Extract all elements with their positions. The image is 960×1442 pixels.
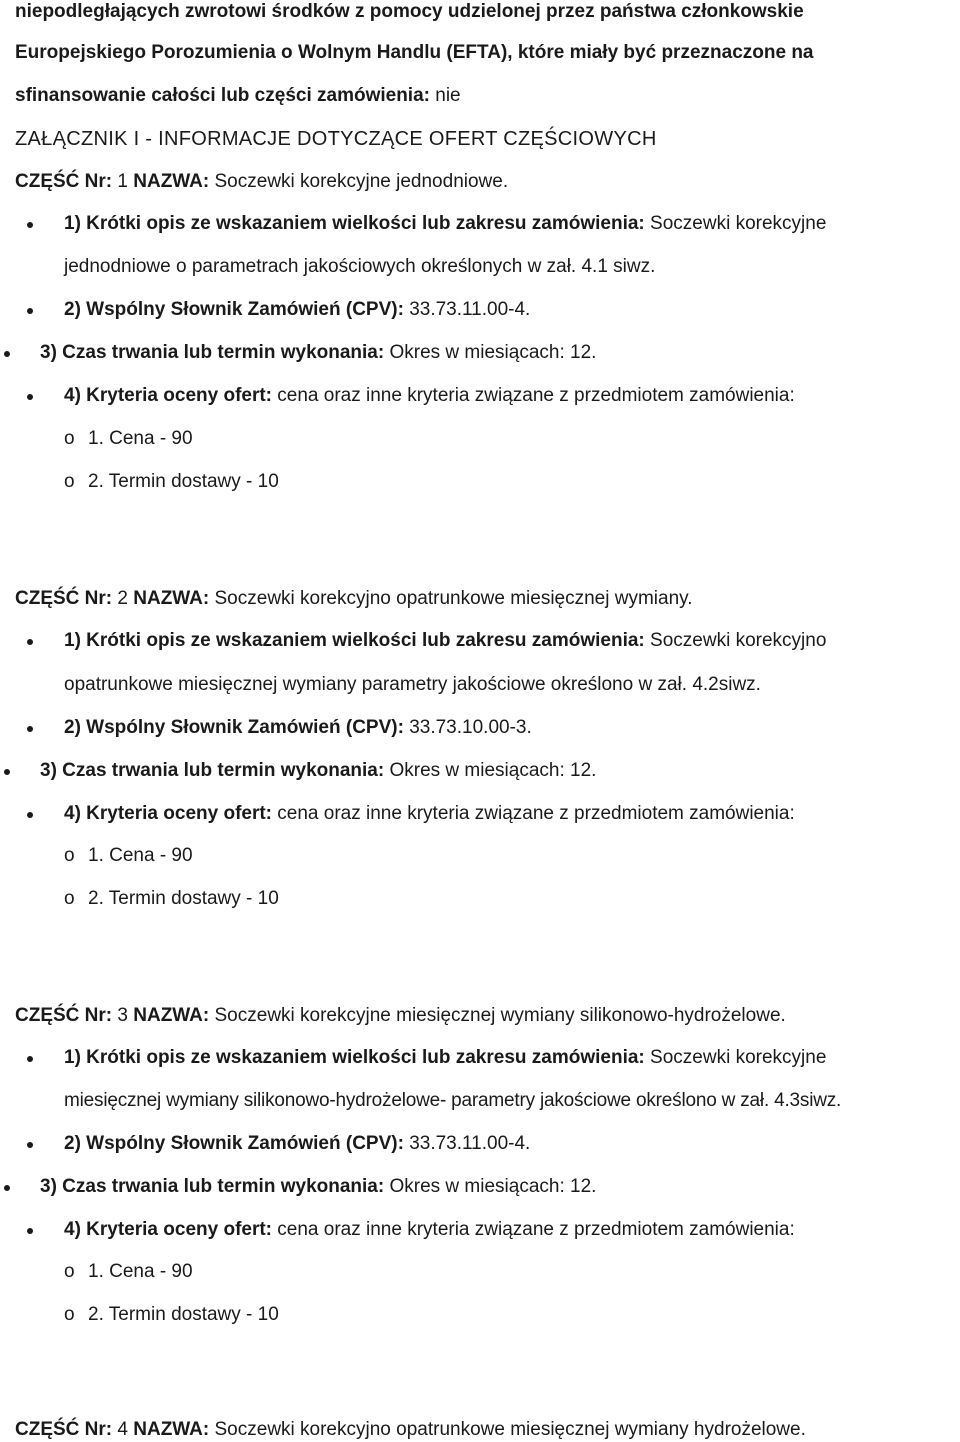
part-1-item-1-cont: jednodniowe o parametrach jakościowych określonych w zał. 4.1 siwz. xyxy=(64,256,656,277)
circle-bullet-icon: o xyxy=(64,1261,75,1282)
part-2-item-1-label: 1) Krótki opis ze wskazaniem wielkości lub zakresu zamówienia: xyxy=(64,630,645,651)
part-1-number: 1 xyxy=(112,171,134,192)
intro-line-2 xyxy=(15,41,814,65)
bullet-icon xyxy=(27,639,33,645)
part-1-item-3-label: 3) Czas trwania lub termin wykonania: xyxy=(40,342,385,363)
circle-bullet-icon: o xyxy=(64,1304,75,1325)
part-2-item-1-value: Soczewki korekcyjno xyxy=(644,630,827,651)
part-3-item-2-label: 2) Wspólny Słownik Zamówień (CPV): xyxy=(64,1133,404,1154)
part-2-item-1 xyxy=(64,629,826,653)
part-1-item-3-value: Okres w miesiącach: 12. xyxy=(384,342,597,363)
part-3-item-4 xyxy=(64,1218,795,1242)
part-2-item-1-cont: opatrunkowe miesięcznej wymiany parametry jakościowe określono w zał. 4.2siwz. xyxy=(64,674,761,695)
part-3-header xyxy=(15,1004,786,1028)
part-2-criterion-1: 1. Cena - 90 xyxy=(88,845,193,866)
part-1-item-4-value: cena oraz inne kryteria związane z przedmiotem zamówienia: xyxy=(272,385,795,406)
part-1-item-4 xyxy=(64,384,795,408)
part-4-number: 4 xyxy=(112,1419,134,1440)
part-1-name: Soczewki korekcyjne jednodniowe. xyxy=(209,171,509,192)
part-3-prefix: CZĘŚĆ Nr: xyxy=(15,1005,113,1026)
part-1-header xyxy=(15,170,508,194)
bullet-icon xyxy=(4,769,10,775)
part-3-item-3-value: Okres w miesiącach: 12. xyxy=(384,1176,597,1197)
part-3-item-1 xyxy=(64,1046,826,1070)
part-3-number: 3 xyxy=(112,1005,134,1026)
part-3-item-2-value: 33.73.11.00-4. xyxy=(403,1133,531,1154)
bullet-icon xyxy=(27,308,33,314)
part-3-item-1-value: Soczewki korekcyjne xyxy=(644,1047,827,1068)
part-4-name-label: NAZWA: xyxy=(133,1419,210,1440)
intro-line-2-bold: Europejskiego Porozumienia o Wolnym Handlu (EFTA), które miały być przeznaczone na xyxy=(15,42,814,63)
part-3-item-1-label: 1) Krótki opis ze wskazaniem wielkości lub zakresu zamówienia: xyxy=(64,1047,645,1068)
part-1-item-1-label: 1) Krótki opis ze wskazaniem wielkości lub zakresu zamówienia: xyxy=(64,213,645,234)
part-3-item-3 xyxy=(40,1175,596,1199)
part-1-criterion-2: 2. Termin dostawy - 10 xyxy=(88,471,279,492)
part-1-item-2-label: 2) Wspólny Słownik Zamówień (CPV): xyxy=(64,299,404,320)
part-2-item-4-value: cena oraz inne kryteria związane z przedmiotem zamówienia: xyxy=(272,803,795,824)
part-2-item-4 xyxy=(64,802,795,826)
circle-bullet-icon: o xyxy=(64,428,75,449)
annex-title: ZAŁĄCZNIK I - INFORMACJE DOTYCZĄCE OFERT CZĘŚCIOWYCH xyxy=(15,128,657,150)
circle-bullet-icon: o xyxy=(64,471,75,492)
part-4-header xyxy=(15,1418,806,1442)
part-3-item-3-label: 3) Czas trwania lub termin wykonania: xyxy=(40,1176,385,1197)
part-3-item-4-label: 4) Kryteria oceny ofert: xyxy=(64,1219,273,1240)
part-1-item-4-label: 4) Kryteria oceny ofert: xyxy=(64,385,273,406)
part-1-item-2-value: 33.73.11.00-4. xyxy=(403,299,531,320)
part-1-item-1 xyxy=(64,212,826,236)
part-2-prefix: CZĘŚĆ Nr: xyxy=(15,588,113,609)
part-2-criterion-2: 2. Termin dostawy - 10 xyxy=(88,888,279,909)
intro-line-1-bold: niepodległających zwrotowi środków z pomocy udzielonej przez państwa członkowskie xyxy=(15,1,804,22)
part-1-item-2 xyxy=(64,298,530,322)
part-2-item-3-value: Okres w miesiącach: 12. xyxy=(384,760,597,781)
bullet-icon xyxy=(4,351,10,357)
part-2-name: Soczewki korekcyjno opatrunkowe miesięcznej wymiany. xyxy=(209,588,693,609)
part-2-item-4-label: 4) Kryteria oceny ofert: xyxy=(64,803,273,824)
part-2-item-2-label: 2) Wspólny Słownik Zamówień (CPV): xyxy=(64,717,404,738)
bullet-icon xyxy=(27,812,33,818)
circle-bullet-icon: o xyxy=(64,845,75,866)
bullet-icon xyxy=(27,222,33,228)
part-1-prefix: CZĘŚĆ Nr: xyxy=(15,171,113,192)
part-2-name-label: NAZWA: xyxy=(133,588,210,609)
bullet-icon xyxy=(27,726,33,732)
part-3-item-2 xyxy=(64,1132,530,1156)
part-3-criterion-1: 1. Cena - 90 xyxy=(88,1261,193,1282)
intro-line-3-value: nie xyxy=(429,85,461,106)
part-4-name: Soczewki korekcyjno opatrunkowe miesięcznej wymiany hydrożelowe. xyxy=(209,1419,806,1440)
bullet-icon xyxy=(4,1185,10,1191)
part-2-item-3 xyxy=(40,759,596,783)
part-1-item-1-value: Soczewki korekcyjne xyxy=(644,213,827,234)
circle-bullet-icon: o xyxy=(64,888,75,909)
part-2-header xyxy=(15,587,693,611)
part-2-number: 2 xyxy=(112,588,134,609)
part-1-item-3 xyxy=(40,341,596,365)
part-3-item-1-cont: miesięcznej wymiany silikonowo-hydrożelowe- parametry jakościowe określono w zał. 4.3siwz. xyxy=(64,1090,842,1111)
bullet-icon xyxy=(27,394,33,400)
intro-line-3 xyxy=(15,84,461,108)
part-1-criterion-1: 1. Cena - 90 xyxy=(88,428,193,449)
bullet-icon xyxy=(27,1142,33,1148)
part-4-prefix: CZĘŚĆ Nr: xyxy=(15,1419,113,1440)
part-3-item-4-value: cena oraz inne kryteria związane z przedmiotem zamówienia: xyxy=(272,1219,795,1240)
part-3-name-label: NAZWA: xyxy=(133,1005,210,1026)
part-3-criterion-2: 2. Termin dostawy - 10 xyxy=(88,1304,279,1325)
part-2-item-2-value: 33.73.10.00-3. xyxy=(403,717,532,738)
part-1-name-label: NAZWA: xyxy=(133,171,210,192)
intro-line-3-bold: sfinansowanie całości lub części zamówienia: xyxy=(15,85,430,106)
part-2-item-2 xyxy=(64,716,532,740)
part-2-item-3-label: 3) Czas trwania lub termin wykonania: xyxy=(40,760,385,781)
part-3-name: Soczewki korekcyjne miesięcznej wymiany silikonowo-hydrożelowe. xyxy=(209,1005,786,1026)
bullet-icon xyxy=(27,1228,33,1234)
bullet-icon xyxy=(27,1056,33,1062)
intro-line-1 xyxy=(15,0,804,24)
